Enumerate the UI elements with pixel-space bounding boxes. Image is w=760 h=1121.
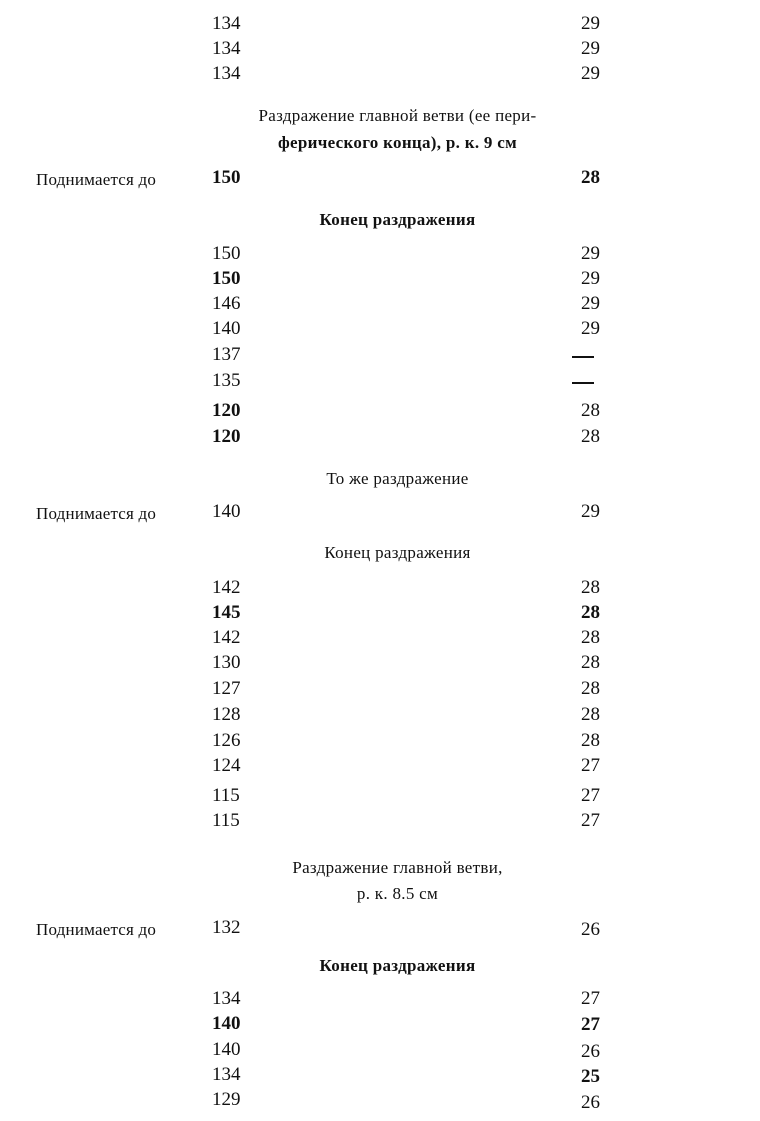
pulse-value: 29: [581, 63, 600, 84]
rise-label: Поднимается до: [36, 920, 157, 939]
pressure-value: 127: [212, 678, 241, 699]
end-caption: Конец раздражения: [319, 210, 476, 229]
stimulation-caption: Раздражение главной ветви,: [292, 858, 503, 877]
pressure-value: 115: [212, 810, 240, 831]
pulse-value: 27: [581, 785, 600, 806]
pressure-value: 134: [212, 38, 241, 59]
stimulation-caption: р. к. 8.5 см: [356, 884, 439, 903]
pulse-value: 29: [581, 13, 600, 34]
pulse-value: 28: [581, 426, 600, 447]
stimulation-caption: Раздражение главной ветви (ее пери-: [258, 106, 537, 125]
rise-label: Поднимается до: [36, 170, 157, 189]
rise-pressure: 132: [212, 917, 241, 938]
pulse-value: 27: [581, 988, 600, 1009]
pressure-value: 150: [212, 243, 241, 264]
end-caption: Конец раздражения: [319, 956, 476, 975]
pulse-value: 28: [581, 602, 600, 623]
pulse-value: 26: [581, 1092, 600, 1113]
pressure-value: 145: [212, 602, 241, 623]
pressure-value: 137: [212, 344, 241, 365]
rise-pressure: 150: [212, 167, 241, 188]
pressure-value: 150: [212, 268, 241, 289]
pulse-value: 29: [581, 268, 600, 289]
pulse-value: 28: [581, 627, 600, 648]
pressure-value: 134: [212, 988, 241, 1009]
pulse-value: 28: [581, 678, 600, 699]
rise-pressure: 140: [212, 501, 241, 522]
pressure-value: 140: [212, 1013, 241, 1034]
stimulation-caption: ферического конца), р. к. 9 см: [277, 133, 517, 152]
pressure-value: 120: [212, 400, 241, 421]
pulse-dash-text: [568, 371, 600, 390]
pressure-value: 115: [212, 785, 240, 806]
pressure-value: 130: [212, 652, 241, 673]
pulse-value: 27: [581, 755, 600, 776]
no-data-dash: [572, 382, 594, 384]
pressure-value: 134: [212, 13, 241, 34]
pulse-value: 25: [581, 1066, 600, 1087]
pressure-value: 140: [212, 318, 241, 339]
pressure-value: 129: [212, 1089, 241, 1110]
pressure-value: 146: [212, 293, 241, 314]
pulse-dash-text: [568, 345, 600, 364]
pulse-value: 29: [581, 293, 600, 314]
pressure-value: 142: [212, 577, 241, 598]
pulse-value: 28: [581, 652, 600, 673]
pulse-value: 29: [581, 243, 600, 264]
pulse-value: 27: [581, 810, 600, 831]
pressure-value: 140: [212, 1039, 241, 1060]
rise-label: Поднимается до: [36, 504, 157, 523]
pressure-value: 120: [212, 426, 241, 447]
stimulation-caption: То же раздражение: [326, 469, 469, 488]
pulse-value: 29: [581, 318, 600, 339]
pulse-value: 27: [581, 1014, 600, 1035]
pulse-value: 26: [581, 1041, 600, 1062]
rise-pulse: 26: [581, 919, 600, 940]
pulse-value: 28: [581, 730, 600, 751]
rise-pulse: 28: [581, 167, 600, 188]
pressure-value: 124: [212, 755, 241, 776]
pressure-value: 126: [212, 730, 241, 751]
pressure-value: 135: [212, 370, 241, 391]
pressure-value: 134: [212, 1064, 241, 1085]
end-caption: Конец раздражения: [324, 543, 471, 562]
pressure-value: 142: [212, 627, 241, 648]
pulse-value: 28: [581, 704, 600, 725]
pulse-value: 28: [581, 400, 600, 421]
pressure-value: 134: [212, 63, 241, 84]
pulse-value: 29: [581, 38, 600, 59]
no-data-dash: [572, 356, 594, 358]
pulse-value: 28: [581, 577, 600, 598]
pressure-value: 128: [212, 704, 241, 725]
rise-pulse: 29: [581, 501, 600, 522]
